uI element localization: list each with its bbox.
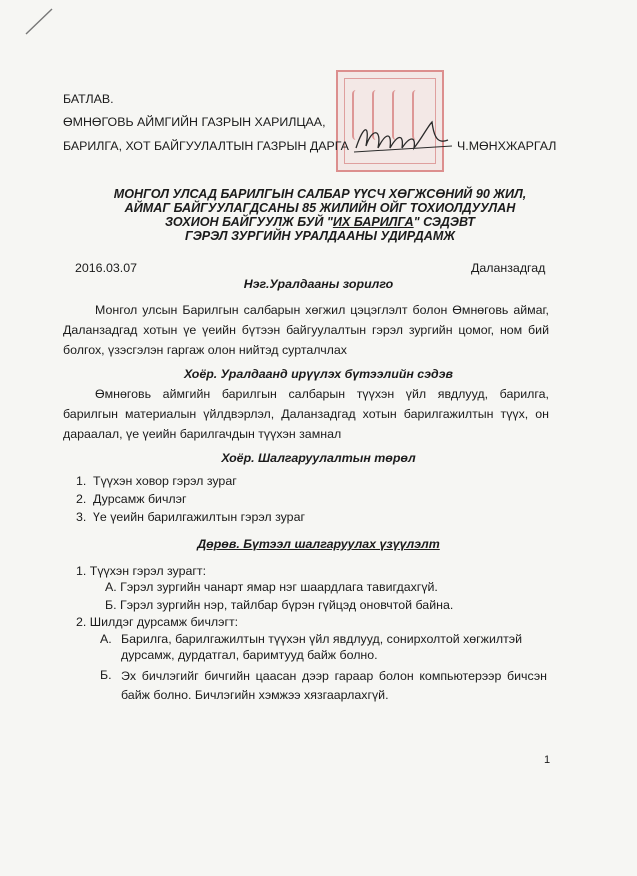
criteria-item-1-b: Б. Гэрэл зургийн нэр, тайлбар бүрэн гүйцэд оновчтой байна.	[105, 598, 454, 612]
approval-label: БАТЛАВ.	[63, 92, 114, 106]
title-highlight: ИХ БАРИЛГА	[332, 215, 414, 229]
document-date: 2016.03.07	[75, 261, 138, 275]
list-item: 3. Үе үеийн барилгажилтын гэрэл зураг	[76, 510, 305, 524]
criteria-item-2-a-marker: А.	[100, 632, 112, 646]
criteria-item-2-b-marker: Б.	[100, 668, 112, 682]
approval-signatory: Ч.МӨНХЖАРГАЛ	[457, 139, 557, 153]
section-2-heading: Хоёр. Уралдаанд ирүүлэх бүтээлийн сэдэв	[183, 367, 454, 381]
title-line-1: МОНГОЛ УЛСАД БАРИЛГЫН САЛБАР ҮҮСЧ ХӨГЖСӨНИЙ 90 ЖИЛ,	[113, 187, 527, 201]
title-line-3: ЗОХИОН БАЙГУУЛЖ БУЙ "ИХ БАРИЛГА" СЭДЭВТ	[165, 215, 475, 229]
title-line-2: АЙМАГ БАЙГУУЛАГДСАНЫ 85 ЖИЛИЙН ОЙГ ТОХИОЛДУУЛАН	[124, 201, 516, 215]
list-item: 1. Түүхэн ховор гэрэл зураг	[76, 474, 237, 488]
document-place: Даланзадгад	[471, 261, 546, 275]
section-4-heading: Дөрөв. Бүтээл шалгаруулах үзүүлэлт	[197, 537, 440, 551]
pen-mark-icon	[22, 6, 62, 38]
criteria-item-2-b: Эх бичлэгийг бичгийн цаасан дээр гараар болон компьютерээр бичсэн байж болно. Бичлэгийн хэмжээ хязгаарлахгүй.	[121, 669, 547, 702]
list-item: 2. Дурсамж бичлэг	[76, 492, 187, 506]
criteria-item-2: 2. Шилдэг дурсамж бичлэгт:	[76, 615, 239, 629]
signature-icon	[352, 118, 462, 158]
section-1-body: Монгол улсын Барилгын салбарын хөгжил цэцэглэлт болон Өмнөговь аймаг, Даланзадгад хотын үе үеийн бүтээн байгуулалтын гэрэл зургийн цомог, ном бий болгох, үзэсгэлэн гаргаж олон нийтэд сурталчлах	[63, 303, 549, 357]
approval-line-2-left: БАРИЛГА, ХОТ БАЙГУУЛАЛТЫН ГАЗРЫН ДАРГА	[63, 139, 349, 153]
criteria-item-1-a: А. Гэрэл зургийн чанарт ямар нэг шаардлага тавигдахгүй.	[105, 580, 438, 594]
section-2-body: Өмнөговь аймгийн барилгын салбарын түүхэн үйл явдлууд, барилга, барилгын материалын үйлдвэрлэл, Даланзадгад хотын барилгажилтын түүх, он дараалал, үе үеийн барилгачдын түүхэн замнал	[63, 387, 549, 441]
section-3-heading: Хоёр. Шалгаруулалтын төрөл	[221, 451, 416, 465]
approval-line-1: ӨМНӨГОВЬ АЙМГИЙН ГАЗРЫН ХАРИЛЦАА,	[63, 115, 326, 129]
criteria-item-2-a: Барилга, барилгажилтын түүхэн үйл явдлууд, сонирхолтой хөгжилтэй дурсамж, дурдатгал, баримтууд байж болно.	[121, 632, 523, 662]
criteria-item-1: 1. Түүхэн гэрэл зурагт:	[76, 564, 207, 578]
title-line-4: ГЭРЭЛ ЗУРГИЙН УРАЛДААНЫ УДИРДАМЖ	[184, 229, 456, 243]
section-1-heading: Нэг.Уралдааны зорилго	[243, 277, 394, 291]
page-number: 1	[544, 754, 551, 766]
